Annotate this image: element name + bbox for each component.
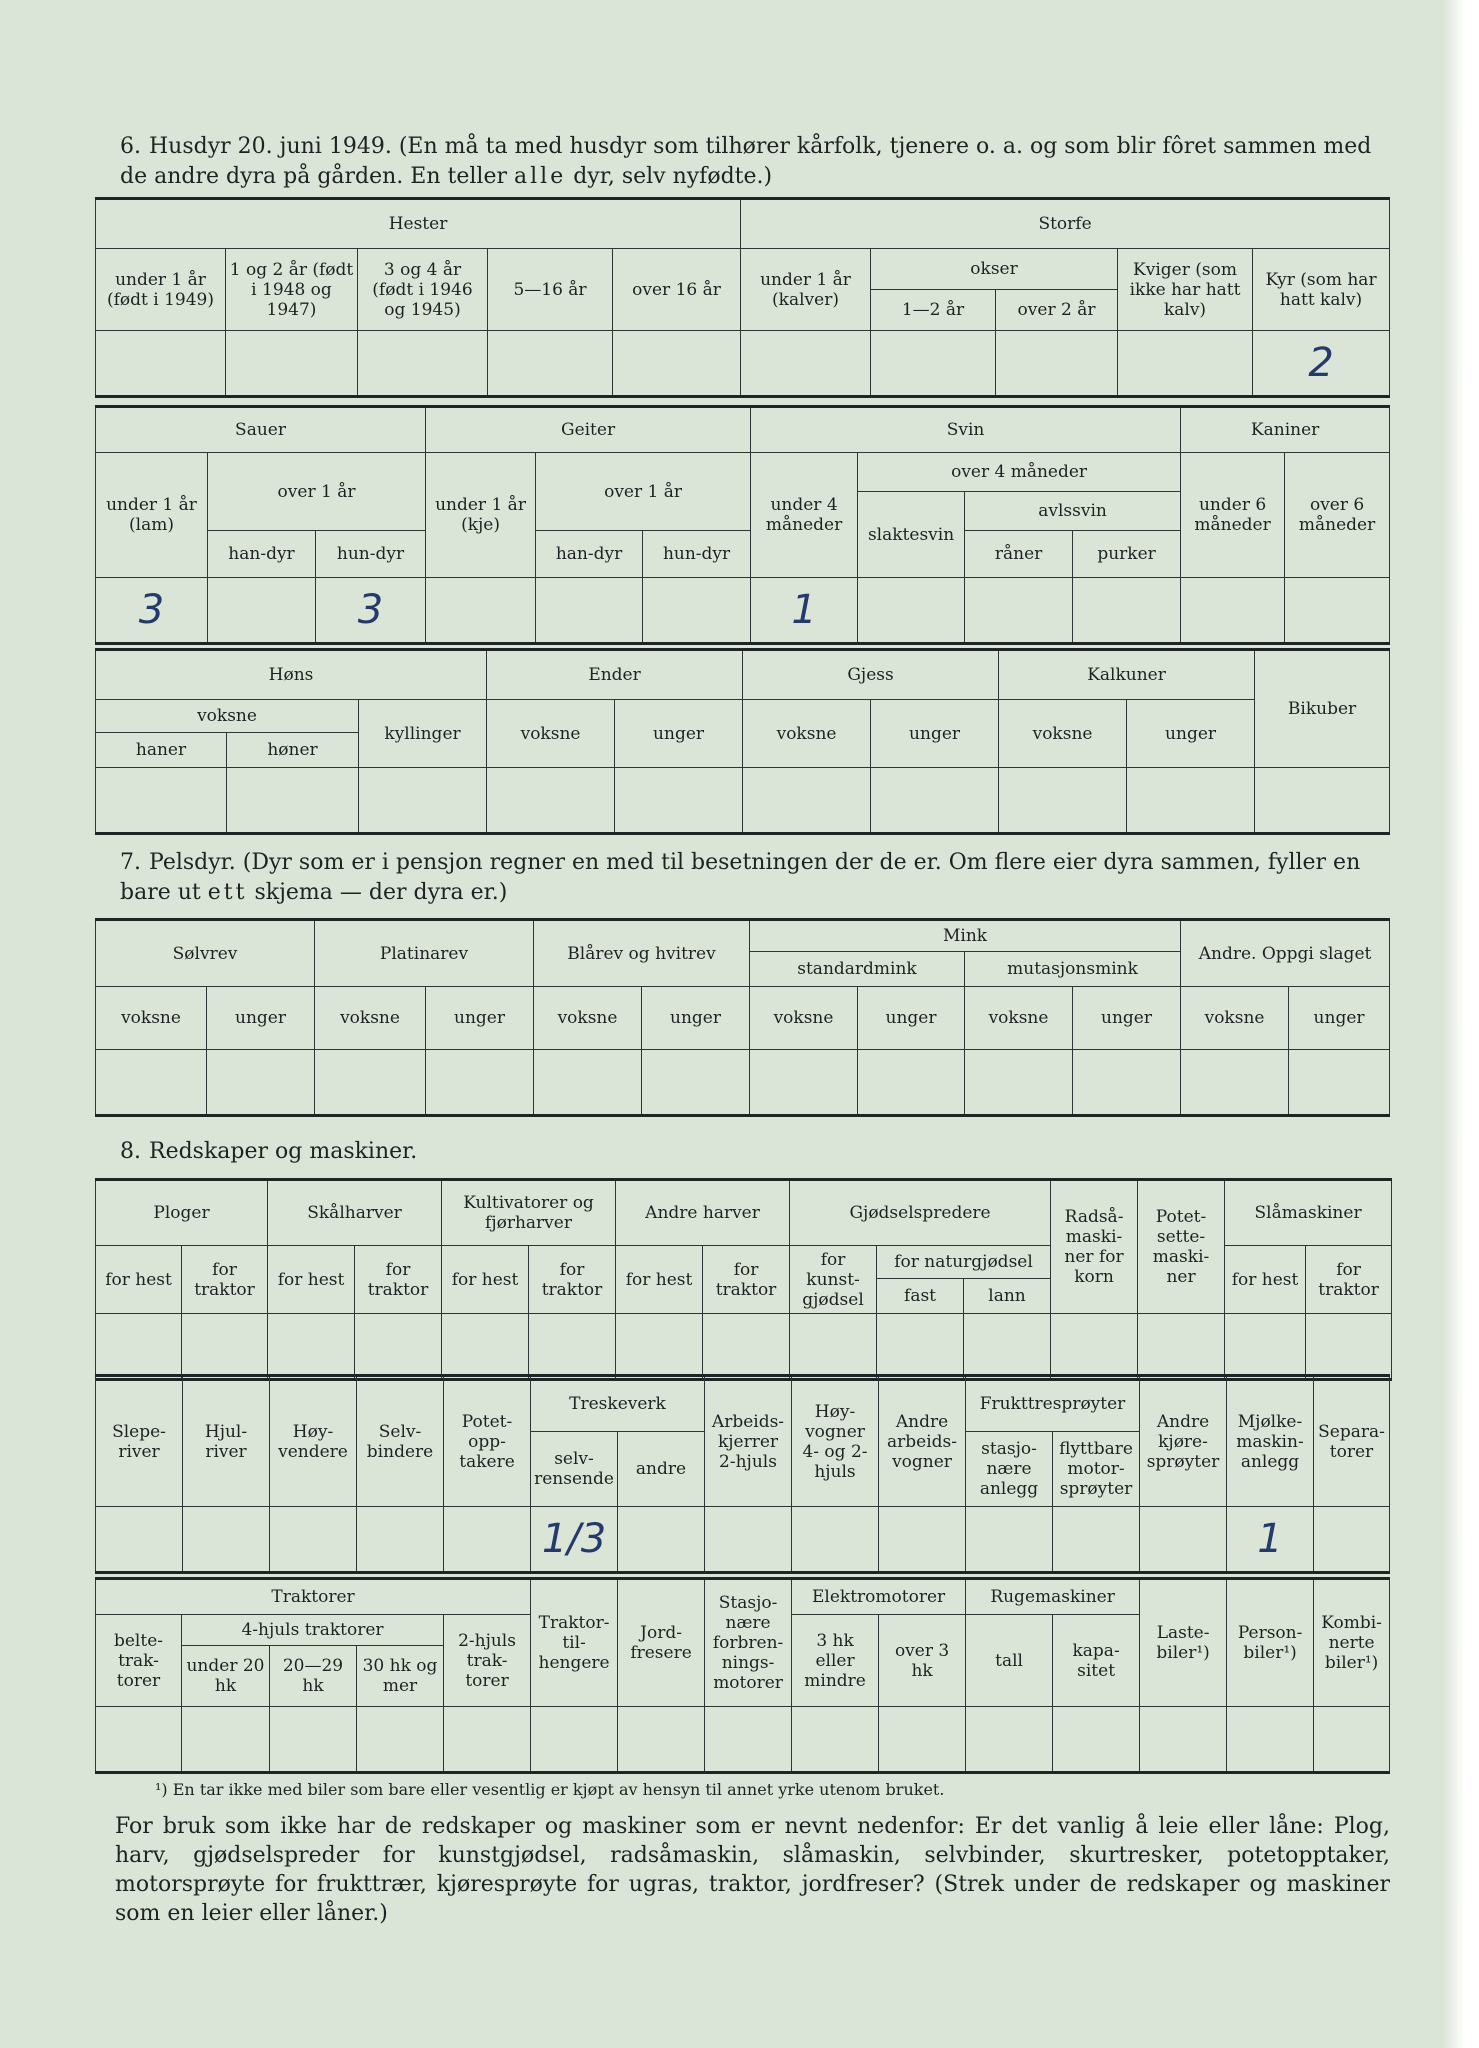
entry-cell[interactable] <box>1073 1050 1181 1116</box>
mink-header: Mink <box>750 920 1181 952</box>
tohjuls-traktorer-col: 2-hjuls trak-torer <box>444 1615 531 1707</box>
kaniner-col: under 6 måneder <box>1181 453 1285 578</box>
entry-cell[interactable] <box>705 1707 792 1773</box>
entry-cell[interactable] <box>1306 1314 1392 1380</box>
hoyvendere-header: Høy-vendere <box>270 1376 357 1507</box>
entry-cell[interactable] <box>1289 1050 1390 1116</box>
mjolkemaskin-header: Mjølke-maskin-anlegg <box>1227 1376 1314 1507</box>
section-note-end: dyr, selv nyfødte.) <box>573 164 773 189</box>
flyttbare-col: flyttbare motor-sprøyter <box>1053 1432 1140 1507</box>
voksne-col: voksne <box>96 987 207 1050</box>
hester-col: under 1 år (født i 1949) <box>96 249 226 331</box>
entry-cell[interactable] <box>1255 768 1390 834</box>
bikuber-header: Bikuber <box>1255 650 1390 768</box>
section-6-heading <box>120 132 1390 192</box>
hons-sub-col: høner <box>227 733 359 768</box>
entry-cell[interactable] <box>1140 1707 1227 1773</box>
entry-cell[interactable] <box>871 768 999 834</box>
hester-storfe-table <box>95 197 1390 398</box>
entry-cell[interactable] <box>444 1507 531 1573</box>
voksne-col: voksne <box>1181 987 1289 1050</box>
30hk-col: 30 hk og mer <box>357 1646 444 1707</box>
section-7-heading <box>120 848 1390 908</box>
hons-sub-col: haner <box>96 733 227 768</box>
for-traktor-col: for traktor <box>529 1246 616 1314</box>
entry-cell[interactable] <box>1285 578 1390 644</box>
stasjonaere-col: stasjo-nære anlegg <box>966 1432 1053 1507</box>
unger-col: unger <box>207 987 315 1050</box>
okser-header: okser <box>871 249 1118 290</box>
arbeidsvogner-header: Andre arbeids-vogner <box>879 1376 966 1507</box>
traktorer-header: Traktorer <box>96 1579 531 1615</box>
entry-cell[interactable] <box>96 331 226 397</box>
entry-cell[interactable] <box>1138 1314 1225 1380</box>
entry-cell[interactable] <box>879 1707 966 1773</box>
kalkuner-header: Kalkuner <box>999 650 1255 700</box>
for-hest-col: for hest <box>616 1246 703 1314</box>
entry-cell[interactable] <box>357 1707 444 1773</box>
lam-col: under 1 år (lam) <box>96 453 208 578</box>
entry-cell[interactable] <box>444 1707 531 1773</box>
sauer-hundyr-entry[interactable]: 3 <box>316 578 426 644</box>
entry-cell[interactable] <box>359 768 487 834</box>
ruge-tall-col: tall <box>966 1615 1053 1707</box>
elektro-over3hk-col: over 3 hk <box>879 1615 966 1707</box>
kalkuner-col: unger <box>1127 700 1255 768</box>
hester-header: Hester <box>96 199 741 249</box>
entry-cell[interactable] <box>182 1707 270 1773</box>
traktortilhengere-header: Traktor-til-hengere <box>531 1579 618 1707</box>
kje-col: under 1 år (kje) <box>426 453 536 578</box>
voksne-col: voksne <box>534 987 642 1050</box>
svin-under4-col: under 4 måneder <box>751 453 858 578</box>
fast-col: fast <box>877 1279 964 1314</box>
gjess-col: unger <box>871 700 999 768</box>
section-title: Redskaper og maskiner. <box>149 1139 418 1164</box>
ender-header: Ender <box>487 650 743 700</box>
entry-cell[interactable] <box>96 1707 182 1773</box>
unger-col: unger <box>426 987 534 1050</box>
sauer-geiter-svin-table <box>95 405 1390 645</box>
standardmink-header: standardmink <box>750 952 965 987</box>
footnote: ¹) En tar ikke med biler som bare eller vesentlig er kjøpt av hensyn til annet yrke utenom bruket. <box>155 1780 945 1799</box>
entry-cell[interactable] <box>1053 1707 1140 1773</box>
treskeverk-header: Treskeverk <box>531 1376 705 1432</box>
for-traktor-col: for traktor <box>703 1246 790 1314</box>
closing-paragraph: For bruk som ikke har de redskaper og maskiner som er nevnt nedenfor: Er det vanlig å leie eller låne: Plog, harv, gjødselspreder for kunstgjødsel, radsåmaskin, slåmaskin, selvbinder, skurtresker, potetopptaker, motorsprøyte for frukttrær, kjøresprøyte for ugras, traktor, jordfreser? (Strek under de redskaper og maskiner som en leier eller låner.) <box>115 1814 1390 1926</box>
for-hest-col: for hest <box>1225 1246 1306 1314</box>
elektro-3hk-col: 3 hk eller mindre <box>792 1615 879 1707</box>
entry-cell[interactable] <box>96 1507 183 1573</box>
for-hest-col: for hest <box>96 1246 182 1314</box>
hester-col: 3 og 4 år (født i 1946 og 1945) <box>358 249 488 331</box>
entry-cell[interactable] <box>1225 1314 1306 1380</box>
voksne-col: voksne <box>965 987 1073 1050</box>
entry-cell[interactable] <box>615 768 743 834</box>
entry-cell[interactable] <box>965 1050 1073 1116</box>
section-8-heading <box>120 1137 417 1167</box>
beltetraktorer-col: belte-trak-torer <box>96 1615 182 1707</box>
entry-cell[interactable] <box>877 1314 964 1380</box>
gjess-col: voksne <box>743 700 871 768</box>
jordfresere-header: Jord-fresere <box>618 1579 705 1707</box>
ruge-kapasitet-col: kapa-sitet <box>1053 1615 1140 1707</box>
avls-sub-col: råner <box>965 531 1073 578</box>
sauer-sub-col: hun-dyr <box>316 531 426 578</box>
entry-cell[interactable] <box>792 1507 879 1573</box>
voksne-col: voksne <box>750 987 858 1050</box>
redskaper-table-1 <box>95 1178 1392 1381</box>
entry-cell[interactable] <box>964 1314 1051 1380</box>
fjorfe-table <box>95 648 1390 835</box>
entry-cell[interactable] <box>426 578 536 644</box>
mjolkemaskin-entry[interactable]: 1 <box>1227 1507 1314 1573</box>
entry-cell[interactable] <box>208 578 316 644</box>
entry-cell[interactable] <box>529 1314 616 1380</box>
entry-cell[interactable] <box>1140 1507 1227 1573</box>
entry-cell[interactable] <box>268 1314 355 1380</box>
lann-col: lann <box>964 1279 1051 1314</box>
ender-col: voksne <box>487 700 615 768</box>
entry-cell[interactable] <box>536 578 643 644</box>
entry-cell[interactable] <box>871 331 996 397</box>
for-hest-col: for hest <box>268 1246 355 1314</box>
potetopptakere-header: Potet-opp-takere <box>444 1376 531 1507</box>
mutasjonsmink-header: mutasjonsmink <box>965 952 1181 987</box>
platinarev-header: Platinarev <box>315 920 534 987</box>
entry-cell[interactable] <box>1314 1707 1390 1773</box>
hester-col: 5—16 år <box>488 249 613 331</box>
kunstgjodsel-col: for kunst-gjødsel <box>790 1246 877 1314</box>
lastebiler-header: Laste-biler¹) <box>1140 1579 1227 1707</box>
selvbindere-header: Selv-bindere <box>357 1376 444 1507</box>
slaktesvin-col: slaktesvin <box>858 492 965 578</box>
for-traktor-col: for traktor <box>1306 1246 1392 1314</box>
selvrensende-col: selv-rensende <box>531 1432 618 1507</box>
gjess-header: Gjess <box>743 650 999 700</box>
geiter-header: Geiter <box>426 407 751 453</box>
entry-cell[interactable] <box>966 1707 1053 1773</box>
section-note: (Dyr som er i pensjon regner en med til besetningen der de er. Om flere eier dyra sammen, fyller en bare ut <box>120 850 1361 905</box>
skalharver-header: Skålharver <box>268 1180 442 1246</box>
geiter-sub-col: hun-dyr <box>643 531 751 578</box>
kviger-col: Kviger (som ikke har hatt kalv) <box>1118 249 1253 331</box>
entry-cell[interactable] <box>643 578 751 644</box>
kalver-col: under 1 år (kalver) <box>741 249 871 331</box>
entry-cell[interactable] <box>1053 1507 1140 1573</box>
elektromotorer-header: Elektromotorer <box>792 1579 966 1615</box>
section-number: 7. <box>120 850 141 875</box>
sleperiver-header: Slepe-river <box>96 1376 183 1507</box>
hons-voksne: voksne <box>96 700 359 733</box>
storfe-header: Storfe <box>741 199 1390 249</box>
kjoresproyter-header: Andre kjøre-sprøyter <box>1140 1376 1227 1507</box>
voksne-col: voksne <box>315 987 426 1050</box>
andre-header: Andre. Oppgi slaget <box>1181 920 1390 987</box>
for-traktor-col: for traktor <box>182 1246 268 1314</box>
geiter-over-col: over 1 år <box>536 453 751 531</box>
entry-cell[interactable] <box>616 1314 703 1380</box>
kyllinger-col: kyllinger <box>359 700 487 768</box>
kaniner-col: over 6 måneder <box>1285 453 1390 578</box>
redskaper-table-2 <box>95 1374 1390 1574</box>
under20hk-col: under 20 hk <box>182 1646 270 1707</box>
for-traktor-col: for traktor <box>355 1246 442 1314</box>
arbeidskjerrer-header: Arbeids-kjerrer 2-hjuls <box>705 1376 792 1507</box>
entry-cell[interactable] <box>703 1314 790 1380</box>
slamaskiner-header: Slåmaskiner <box>1225 1180 1392 1246</box>
andre-col: andre <box>618 1432 705 1507</box>
svin-under4-entry[interactable]: 1 <box>751 578 858 644</box>
section-note: (En må ta med husdyr som tilhører kårfolk, tjenere o. a. og som blir fôret sammen med de andre dyra på gården. En teller <box>120 134 1372 189</box>
entry-cell[interactable] <box>488 331 613 397</box>
entry-cell[interactable] <box>355 1314 442 1380</box>
entry-cell[interactable] <box>1073 578 1181 644</box>
entry-cell[interactable] <box>1118 331 1253 397</box>
rugemaskiner-header: Rugemaskiner <box>966 1579 1140 1615</box>
section-title: Pelsdyr. <box>149 850 236 875</box>
svin-header: Svin <box>751 407 1181 453</box>
andre-harver-header: Andre harver <box>616 1180 790 1246</box>
entry-cell[interactable] <box>315 1050 426 1116</box>
radsamaskiner-header: Radså-maski-ner for korn <box>1051 1180 1138 1314</box>
entry-cell[interactable] <box>966 1507 1053 1573</box>
entry-cell[interactable] <box>96 768 227 834</box>
section-note-spaced: alle <box>514 164 567 189</box>
entry-cell[interactable] <box>858 1050 965 1116</box>
kaniner-header: Kaniner <box>1181 407 1390 453</box>
entry-cell[interactable] <box>741 331 871 397</box>
entry-cell[interactable] <box>487 768 615 834</box>
section-note-spaced: ett <box>207 880 248 905</box>
kyr-col: Kyr (som har hatt kalv) <box>1253 249 1390 331</box>
entry-cell[interactable] <box>1181 1050 1289 1116</box>
entry-cell[interactable] <box>750 1050 858 1116</box>
blarev-header: Blårev og hvitrev <box>534 920 750 987</box>
entry-cell[interactable] <box>642 1050 750 1116</box>
entry-cell[interactable] <box>227 768 359 834</box>
redskaper-table-3 <box>95 1577 1390 1774</box>
geiter-sub-col: han-dyr <box>536 531 643 578</box>
entry-cell[interactable] <box>531 1707 618 1773</box>
okser-col: 1—2 år <box>871 290 996 331</box>
gjodselspredere-header: Gjødselspredere <box>790 1180 1051 1246</box>
avls-sub-col: purker <box>1073 531 1181 578</box>
kalkuner-col: voksne <box>999 700 1127 768</box>
entry-cell[interactable] <box>270 1707 357 1773</box>
entry-cell[interactable] <box>426 1050 534 1116</box>
sauer-sub-col: han-dyr <box>208 531 316 578</box>
sauer-header: Sauer <box>96 407 426 453</box>
entry-cell[interactable] <box>182 1314 268 1380</box>
entry-cell[interactable] <box>358 331 488 397</box>
kyr-entry[interactable]: 2 <box>1253 331 1390 397</box>
entry-cell[interactable] <box>790 1314 877 1380</box>
entry-cell[interactable] <box>1227 1707 1314 1773</box>
entry-cell[interactable] <box>618 1707 705 1773</box>
section-note-end: skjema — der dyra er.) <box>254 880 508 905</box>
kombinerte-biler-header: Kombi-nerte biler¹) <box>1314 1579 1390 1707</box>
svin-over4-col: over 4 måneder <box>858 453 1181 492</box>
sauer-over-col: over 1 år <box>208 453 426 531</box>
separatorer-header: Separa-torer <box>1314 1376 1390 1507</box>
entry-cell[interactable] <box>207 1050 315 1116</box>
unger-col: unger <box>1073 987 1181 1050</box>
entry-cell[interactable] <box>879 1507 966 1573</box>
entry-cell[interactable] <box>618 1507 705 1573</box>
entry-cell[interactable] <box>442 1314 529 1380</box>
entry-cell[interactable] <box>534 1050 642 1116</box>
naturgjodsel-col: for naturgjødsel <box>877 1246 1051 1279</box>
entry-cell[interactable] <box>613 331 741 397</box>
entry-cell[interactable] <box>743 768 871 834</box>
entry-cell[interactable] <box>858 578 965 644</box>
firehjuls-traktorer-col: 4-hjuls traktorer <box>182 1615 444 1646</box>
entry-cell[interactable] <box>705 1507 792 1573</box>
treskeverk-selvrensende-entry[interactable]: 1/3 <box>531 1507 618 1573</box>
section-title: Husdyr 20. juni 1949. <box>149 134 392 159</box>
entry-cell[interactable] <box>1181 578 1285 644</box>
hoyvogner-header: Høy-vogner 4- og 2-hjuls <box>792 1376 879 1507</box>
entry-cell[interactable] <box>792 1707 879 1773</box>
solvrev-header: Sølvrev <box>96 920 315 987</box>
unger-col: unger <box>1289 987 1390 1050</box>
section-number: 8. <box>120 1139 141 1164</box>
entry-cell[interactable] <box>999 768 1127 834</box>
entry-cell[interactable] <box>1127 768 1255 834</box>
entry-cell[interactable] <box>965 578 1073 644</box>
entry-cell[interactable] <box>183 1507 270 1573</box>
for-hest-col: for hest <box>442 1246 529 1314</box>
hjulriver-header: Hjul-river <box>183 1376 270 1507</box>
okser-col: over 2 år <box>996 290 1118 331</box>
hons-header: Høns <box>96 650 487 700</box>
kultivatorer-header: Kultivatorer og fjørharver <box>442 1180 616 1246</box>
ender-col: unger <box>615 700 743 768</box>
unger-col: unger <box>858 987 965 1050</box>
entry-cell[interactable] <box>1051 1314 1138 1380</box>
ploger-header: Ploger <box>96 1180 268 1246</box>
2029hk-col: 20—29 hk <box>270 1646 357 1707</box>
personbiler-header: Person-biler¹) <box>1227 1579 1314 1707</box>
forbrenningsmotorer-header: Stasjo-nære forbren-nings-motorer <box>705 1579 792 1707</box>
frukttresproyter-header: Frukttresprøyter <box>966 1376 1140 1432</box>
hester-col: 1 og 2 år (født i 1948 og 1947) <box>226 249 358 331</box>
entry-cell[interactable] <box>357 1507 444 1573</box>
unger-col: unger <box>642 987 750 1050</box>
entry-cell[interactable] <box>96 1314 182 1380</box>
section-number: 6. <box>120 134 141 159</box>
hester-col: over 16 år <box>613 249 741 331</box>
pelsdyr-table <box>95 918 1390 1117</box>
entry-cell[interactable] <box>996 331 1118 397</box>
entry-cell[interactable] <box>96 1050 207 1116</box>
entry-cell[interactable] <box>270 1507 357 1573</box>
avlssvin-col: avlssvin <box>965 492 1181 531</box>
entry-cell[interactable] <box>1314 1507 1390 1573</box>
entry-cell[interactable] <box>226 331 358 397</box>
lam-entry[interactable]: 3 <box>96 578 208 644</box>
potetsettemaskiner-header: Potet-sette-maski-ner <box>1138 1180 1225 1314</box>
